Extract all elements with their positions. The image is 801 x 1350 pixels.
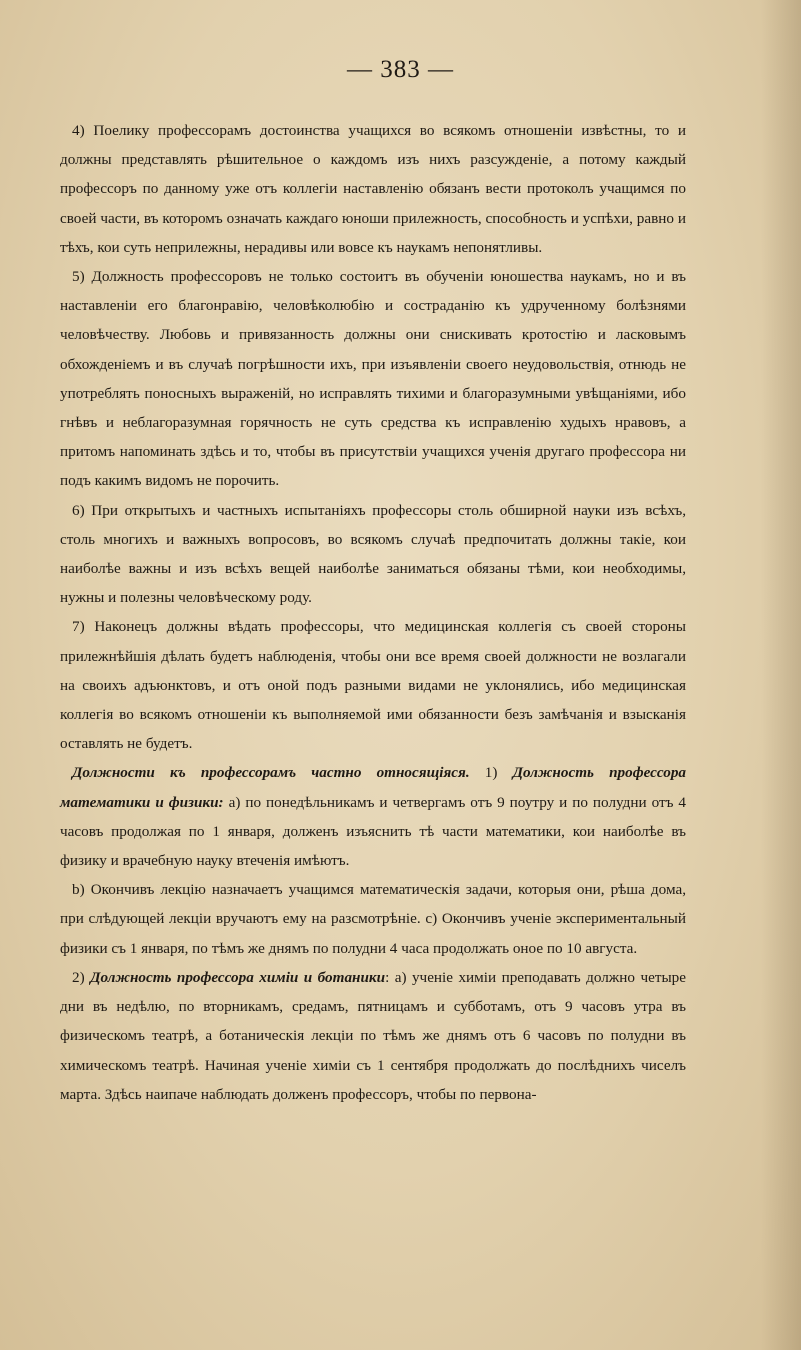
text-segment: : а) ученіе химіи преподавать должно четыре дни въ недѣлю, по вторникамъ, средамъ, пятницамъ и субботамъ, отъ 9 часовъ утра въ физическомъ театрѣ, а ботаническія лекціи по тѣмъ же днямъ отъ 6 часовъ по полудни въ химическомъ театрѣ. Начиная ученіе химіи съ 1 сентября продолжать до послѣднихъ чиселъ марта. Здѣсь наипаче наблюдать долженъ профессоръ, чтобы по первона- bbox=[60, 968, 686, 1103]
paragraph bbox=[60, 875, 686, 963]
italic-heading: Должности къ профессорамъ частно относящіяся. bbox=[72, 764, 470, 782]
text-segment: 4) Поелику профессорамъ достоинства учащихся во всякомъ отношеніи извѣстны, то и должны представлять рѣшительное о каждомъ изъ нихъ разсужденіе, а потому каждый профессоръ по данному уже отъ коллегіи наставленію обязанъ вести протоколъ учащимся по своей части, въ которомъ означать каждаго юноши прилежность, способность и успѣхи, равно и тѣхъ, кои суть неприлежны, нерадивы или вовсе къ наукамъ непонятливы. bbox=[60, 122, 686, 256]
page-edge-shadow bbox=[761, 0, 801, 1350]
paragraph bbox=[60, 116, 686, 262]
text-segment: 6) При открытыхъ и частныхъ испытаніяхъ профессоры столь обширной науки изъ всѣхъ, столь многихъ и важныхъ вопросовъ, во всякомъ случаѣ предпочитать должны такіе, кои наиболѣе важны и изъ всѣхъ вещей наиболѣе заниматься обязаны тѣми, кои необходимы, нужны и полезны человѣческому роду. bbox=[60, 501, 686, 607]
paragraph bbox=[60, 496, 686, 613]
paragraph bbox=[60, 758, 686, 875]
paragraph bbox=[60, 262, 686, 496]
text-segment: 7) Наконецъ должны вѣдать профессоры, что медицинская коллегія съ своей стороны прилежнѣйшія дѣлать будетъ наблюденія, чтобы они все время своей должности не возлагали на своихъ адъюнктовъ, и отъ оной подъ разными видами не уклонялись, ибо медицинская коллегія во всякомъ отношеніи къ выполняемой ими обязанности безъ замѣчанія и взысканія оставлять не будетъ. bbox=[60, 618, 686, 753]
italic-heading: Должность профессора химіи и ботаники bbox=[90, 968, 386, 986]
text-segment: b) Окончивъ лекцію назначаетъ учащимся математическія задачи, которыя они, рѣша дома, при слѣдующей лекціи вручаютъ ему на разсмотрѣніе. с) Окончивъ ученіе экспериментальный физики съ 1 января, по тѣмъ же днямъ по полудни 4 часа продолжать оное по 10 августа. bbox=[60, 881, 686, 957]
text-segment: 5) Должность профессоровъ не только состоитъ въ обученіи юношества наукамъ, но и въ наставленіи его благонравію, человѣколюбію и состраданію къ удрученному болѣзнями человѣчеству. Любовь и привязанность должны они снискивать кротостію и ласковымъ обхожденіемъ и въ случаѣ погрѣшности ихъ, при изъявленіи своего неудовольствія, отнюдь не употреблять поносныхъ выраженій, но исправлять тихими и благоразумными увѣщаніями, ибо гнѣвъ и неблагоразумная горячность не суть средства къ исправленію худыхъ нравовъ, а притомъ напоминать здѣсь и то, чтобы въ присутствіи учащихся ученія другаго профессора ни подъ какимъ видомъ не порочить. bbox=[60, 268, 686, 490]
text-segment: 2) bbox=[72, 968, 91, 986]
paragraph bbox=[60, 963, 686, 1109]
italic-heading: Должность профессора математики и физики: bbox=[60, 764, 687, 811]
paragraph bbox=[60, 612, 686, 758]
text-segment: 1) bbox=[469, 764, 513, 782]
text-segment: а) по понедѣльникамъ и четвергамъ отъ 9 поутру и по полудни отъ 4 часовъ продолжая по 1 января, долженъ изъяснить тѣ части математики, кои наиболѣе въ физику и врачебную науку втеченія имѣютъ. bbox=[60, 793, 687, 870]
page-number: — 383 — bbox=[347, 56, 454, 83]
body-text bbox=[60, 116, 686, 1109]
